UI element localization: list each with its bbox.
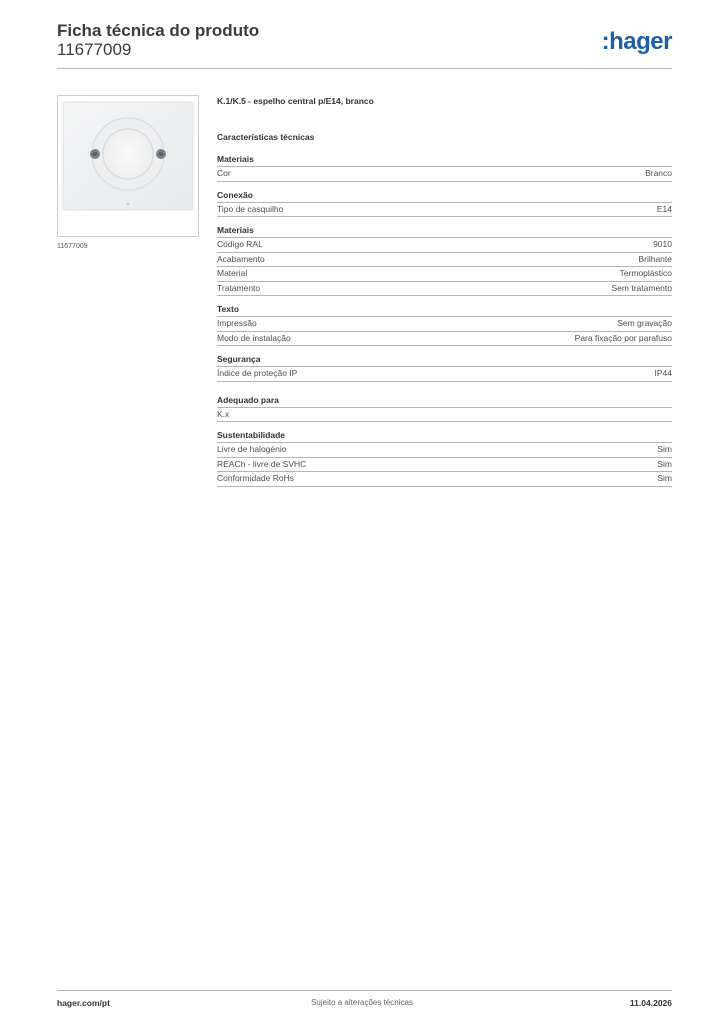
spec-value: IP44 [654, 368, 672, 378]
footer-divider [57, 990, 672, 991]
section-adequado-para [217, 394, 672, 423]
spec-label: Índice de proteção IP [217, 368, 298, 378]
spec-label: Conformidade RoHs [217, 473, 295, 483]
section-texto [217, 303, 672, 346]
spec-label: Material [217, 268, 248, 278]
section-title: Adequado para [217, 394, 672, 408]
section-title: Materiais [217, 224, 672, 238]
spec-value: Sim [657, 458, 672, 469]
characteristics-heading: Características técnicas [217, 132, 315, 142]
spec-row [217, 408, 672, 423]
section-title: Sustentabilidade [217, 429, 672, 443]
hager-logo: :hager [601, 28, 672, 55]
spec-value: Sem tratamento [611, 282, 672, 293]
product-image [57, 95, 199, 237]
product-image-caption: 11677009 [57, 243, 88, 250]
document-number: 11677009 [57, 40, 132, 59]
footer-date: 11.04.2026 [629, 998, 672, 1008]
spec-value: Brilhante [638, 253, 672, 264]
section-title: Conexão [217, 189, 672, 203]
document-title: Ficha técnica do produto [57, 21, 260, 40]
spec-label: Modo de instalação [217, 332, 291, 343]
header-divider [57, 68, 672, 69]
section-conexao [217, 189, 672, 218]
spec-label: K.x [217, 408, 230, 419]
section-title: Texto [217, 303, 672, 317]
spec-row [217, 167, 672, 182]
spec-row [217, 472, 672, 487]
spec-label: REACh - livre de SVHC [217, 458, 307, 469]
spec-row [217, 238, 672, 253]
spec-label: Livre de halogénio [217, 444, 287, 454]
product-details [217, 95, 672, 494]
section-materiais-1 [217, 153, 672, 182]
spec-row [217, 203, 672, 218]
product-photo-icon [58, 96, 198, 236]
spec-value: Sem gravação [617, 318, 672, 328]
spec-value: Branco [645, 168, 672, 178]
spec-row [217, 367, 672, 382]
spec-label: Impressão [217, 318, 257, 328]
spec-row [217, 458, 672, 473]
spec-value: Para fixação por parafuso [574, 332, 672, 343]
spec-row [217, 332, 672, 347]
spec-label: Tipo de casquilho [217, 203, 284, 214]
section-sustentabilidade [217, 429, 672, 487]
spec-row [217, 253, 672, 268]
section-title: Segurança [217, 353, 672, 367]
section-seguranca [217, 353, 672, 382]
spec-value: E14 [656, 203, 672, 214]
spec-label: Código RAL [217, 239, 263, 249]
spec-row [217, 317, 672, 332]
spec-label: Tratamento [217, 282, 261, 293]
spec-value: Sim [657, 444, 672, 454]
section-title: Materiais [217, 153, 672, 167]
spec-row [217, 267, 672, 282]
page-header [57, 20, 672, 70]
spec-label: Acabamento [217, 253, 265, 264]
spec-row [217, 443, 672, 458]
spec-label: Cor [217, 168, 231, 178]
spec-value: Termoplástico [619, 268, 672, 278]
spec-value: 9010 [653, 239, 672, 249]
section-materiais-2 [217, 224, 672, 296]
footer-notice: Sujeito a alterações técnicas [311, 998, 413, 1007]
spec-row [217, 282, 672, 297]
spec-value: Sim [657, 473, 672, 483]
product-name: K.1/K.5 - espelho central p/E14, branco [217, 96, 374, 106]
footer-website-link[interactable]: hager.com/pt [57, 998, 110, 1008]
